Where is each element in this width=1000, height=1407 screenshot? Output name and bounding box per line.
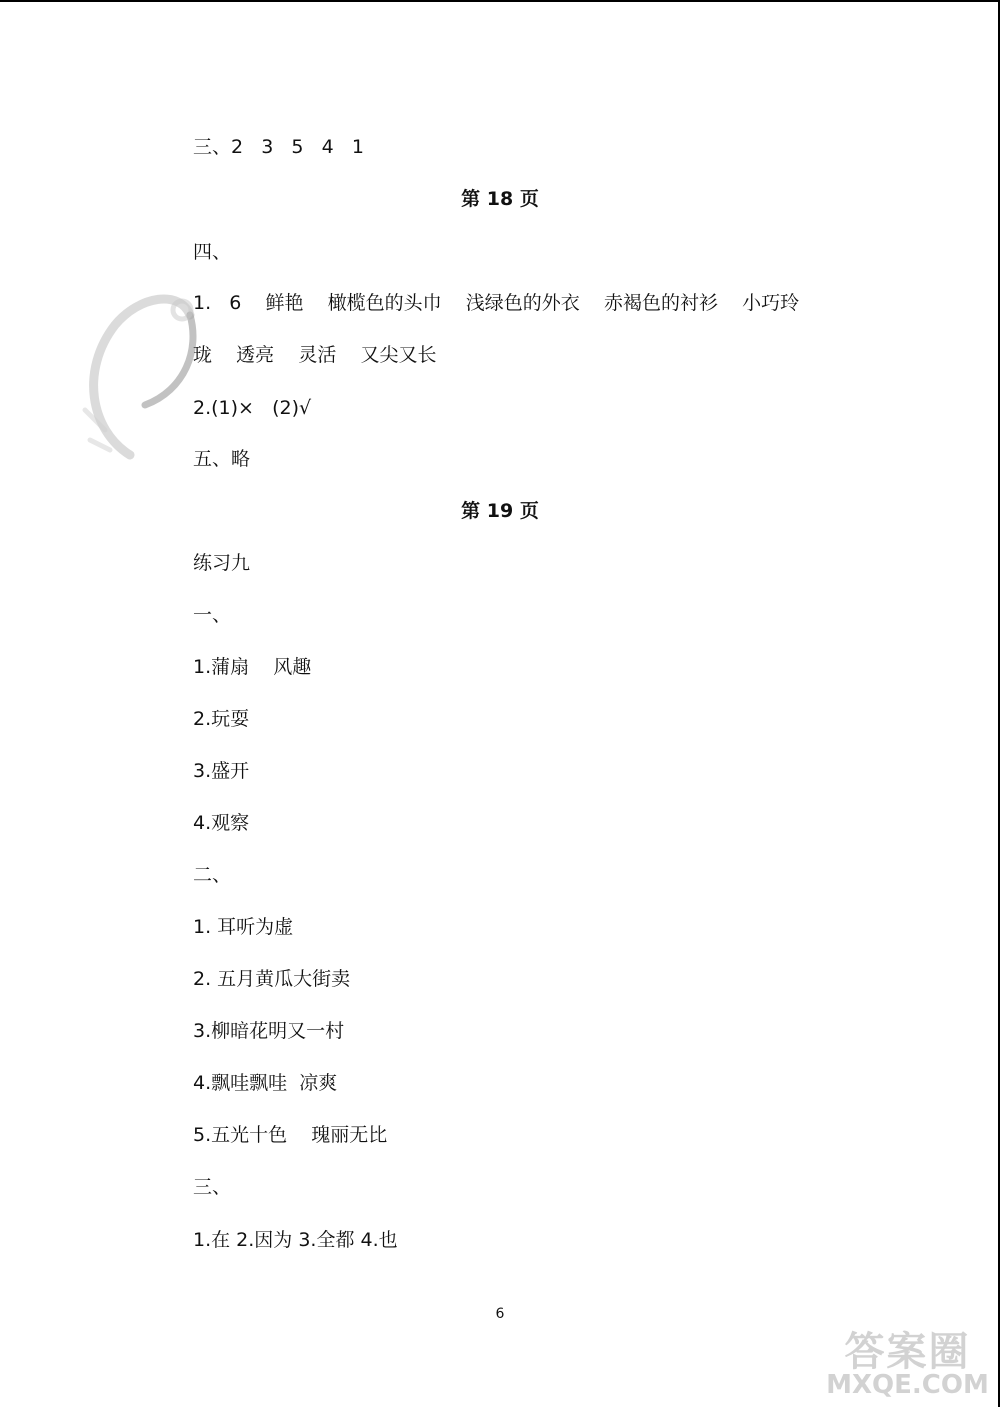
section-two-label: 二、 [193, 864, 232, 886]
answer-line: 2. 五月黄瓜大街卖 [193, 968, 351, 990]
answer-line: 1. 耳听为虚 [193, 916, 294, 938]
section-one-label: 一、 [193, 604, 232, 626]
answer-section-three-order: 三、2 3 5 4 1 [193, 136, 364, 158]
answer-line: 1.蒲扇 风趣 [193, 656, 312, 678]
answer-line: 5.五光十色 瑰丽无比 [193, 1124, 388, 1146]
watermark-chinese: 答案圈 [844, 1329, 971, 1375]
exercise-title: 练习九 [193, 552, 251, 574]
answer-line: 1. 6 鲜艳 橄榄色的头巾 浅绿色的外衣 赤褐色的衬衫 小巧玲 [193, 292, 800, 314]
page-heading-18: 第 18 页 [461, 188, 539, 210]
answer-line: 1.在 2.因为 3.全都 4.也 [193, 1229, 398, 1251]
answer-line: 五、略 [193, 448, 251, 470]
answer-line: 2.(1)× (2)√ [193, 397, 312, 419]
answer-line: 4.观察 [193, 812, 250, 834]
page-number: 6 [495, 1306, 505, 1322]
answer-line: 2.玩耍 [193, 708, 250, 730]
watermark-domain: MXQE.COM [826, 1370, 989, 1400]
faded-stamp-mark [70, 280, 210, 470]
answer-line: 4.飘哇飘哇 凉爽 [193, 1072, 338, 1094]
answer-line: 3.柳暗花明又一村 [193, 1020, 345, 1042]
page-top-edge [0, 0, 1000, 2]
section-three-label: 三、 [193, 1176, 232, 1198]
section-four-label: 四、 [193, 241, 232, 263]
site-watermark [820, 1318, 995, 1403]
page-heading-19: 第 19 页 [461, 500, 539, 522]
answer-line: 珑 透亮 灵活 又尖又长 [193, 344, 437, 366]
answer-line: 3.盛开 [193, 760, 250, 782]
